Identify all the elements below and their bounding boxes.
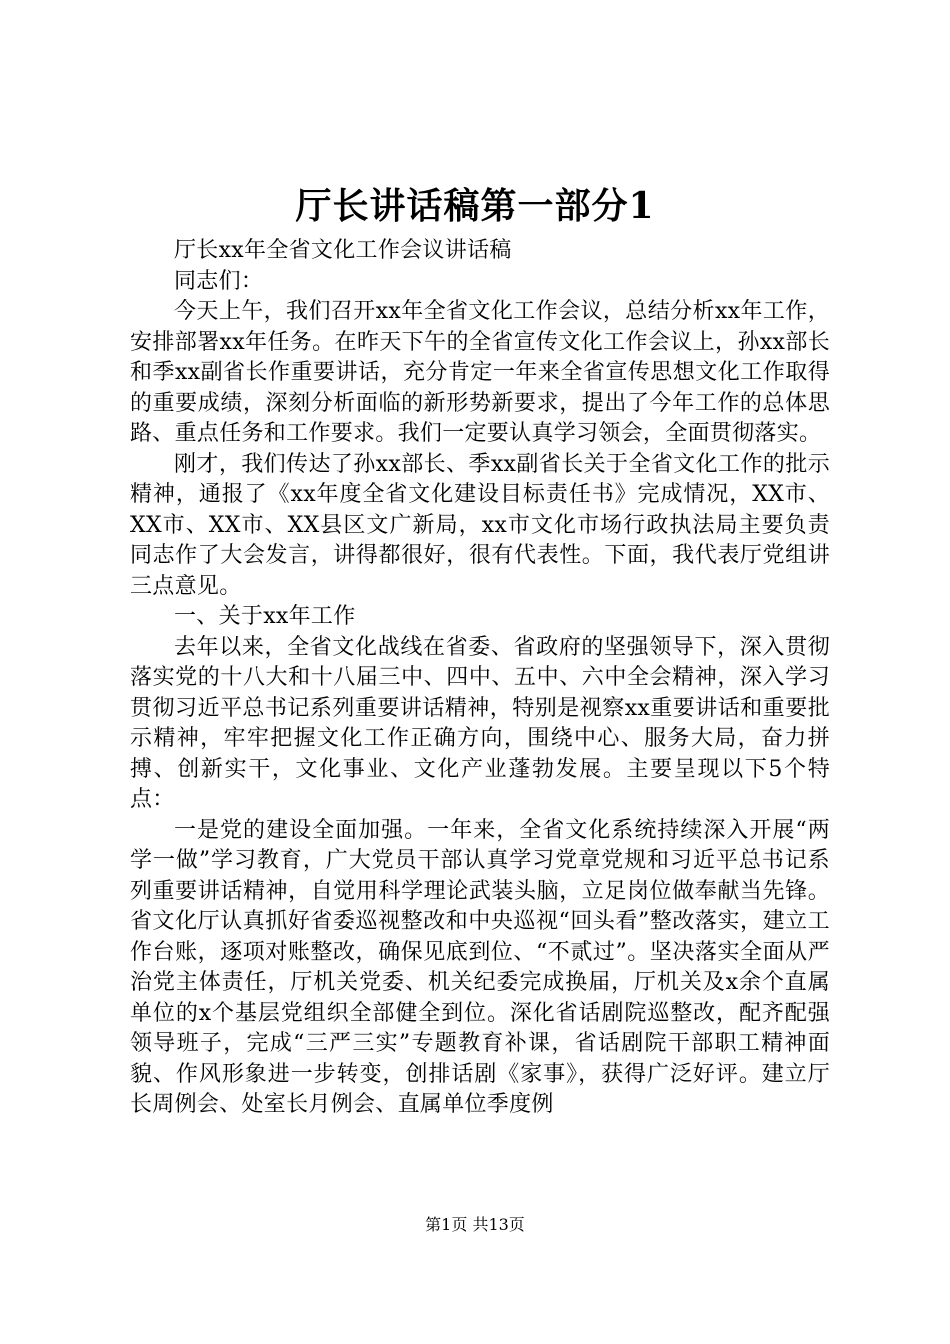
body-paragraph: 一是党的建设全面加强。一年来，全省文化系统持续深入开展“两学一做”学习教育，广大党员干部认真学习党章党规和习近平总书记系列重要讲话精神，自觉用科学理论武装头脑，立足岗位做奉献当先锋。省文化厅认真抓好省委巡视整改和中央巡视“回头看”整改落实，建立工作台账，逐项对账整改，确保见底到位、“不贰过”。坚决落实全面从严治党主体责任，厅机关党委、机关纪委完成换届，厅机关及x余个直属单位的x个基层党组织全部健全到位。深化省话剧院巡整改，配齐配强领导班子，完成“三严三实”专题教育补课，省话剧院干部职工精神面貌、作风形象进一步转变，创排话剧《家事》，获得广泛好评。建立厅长周例会、处室长月例会、直属单位季度例 <box>130 817 830 1117</box>
section-heading: 一、关于xx年工作 <box>174 604 356 629</box>
page-number-footer: 第1页 共13页 <box>425 1215 525 1234</box>
body-paragraph: 刚才，我们传达了孙xx部长、季xx副省长关于全省文化工作的批示精神，通报了《xx年度全省文化建设目标责任书》完成情况，XX市、XX市、XX市、XX县区文广新局，xx市文化市场行政执法局主要负责同志作了大会发言，讲得都很好，很有代表性。下面，我代表厅党组讲三点意见。 <box>130 451 830 599</box>
document-title: 厅长讲话稿第一部分1 <box>295 185 655 227</box>
salutation: 同志们： <box>174 268 264 294</box>
body-paragraph: 去年以来，全省文化战线在省委、省政府的坚强领导下，深入贯彻落实党的十八大和十八届三中、四中、五中、六中全会精神，深入学习贯彻习近平总书记系列重要讲话精神，特别是视察xx重要讲话和重要批示精神，牢牢把握文化工作正确方向，围绕中心、服务大局，奋力拼搏、创新实干，文化事业、文化产业蓬勃发展。主要呈现以下5个特点： <box>130 634 830 812</box>
document-body <box>130 236 830 1121</box>
body-paragraph: 今天上午，我们召开xx年全省文化工作会议，总结分析xx年工作，安排部署xx年任务。在昨天下午的全省宣传文化工作会议上，孙xx部长和季xx副省长作重要讲话，充分肯定一年来全省宣传思想文化工作取得的重要成绩，深刻分析面临的新形势新要求，提出了今年工作的总体思路、重点任务和工作要求。我们一定要认真学习领会，全面贯彻落实。 <box>130 299 830 446</box>
speech-subtitle: 厅长xx年全省文化工作会议讲话稿 <box>174 238 512 263</box>
